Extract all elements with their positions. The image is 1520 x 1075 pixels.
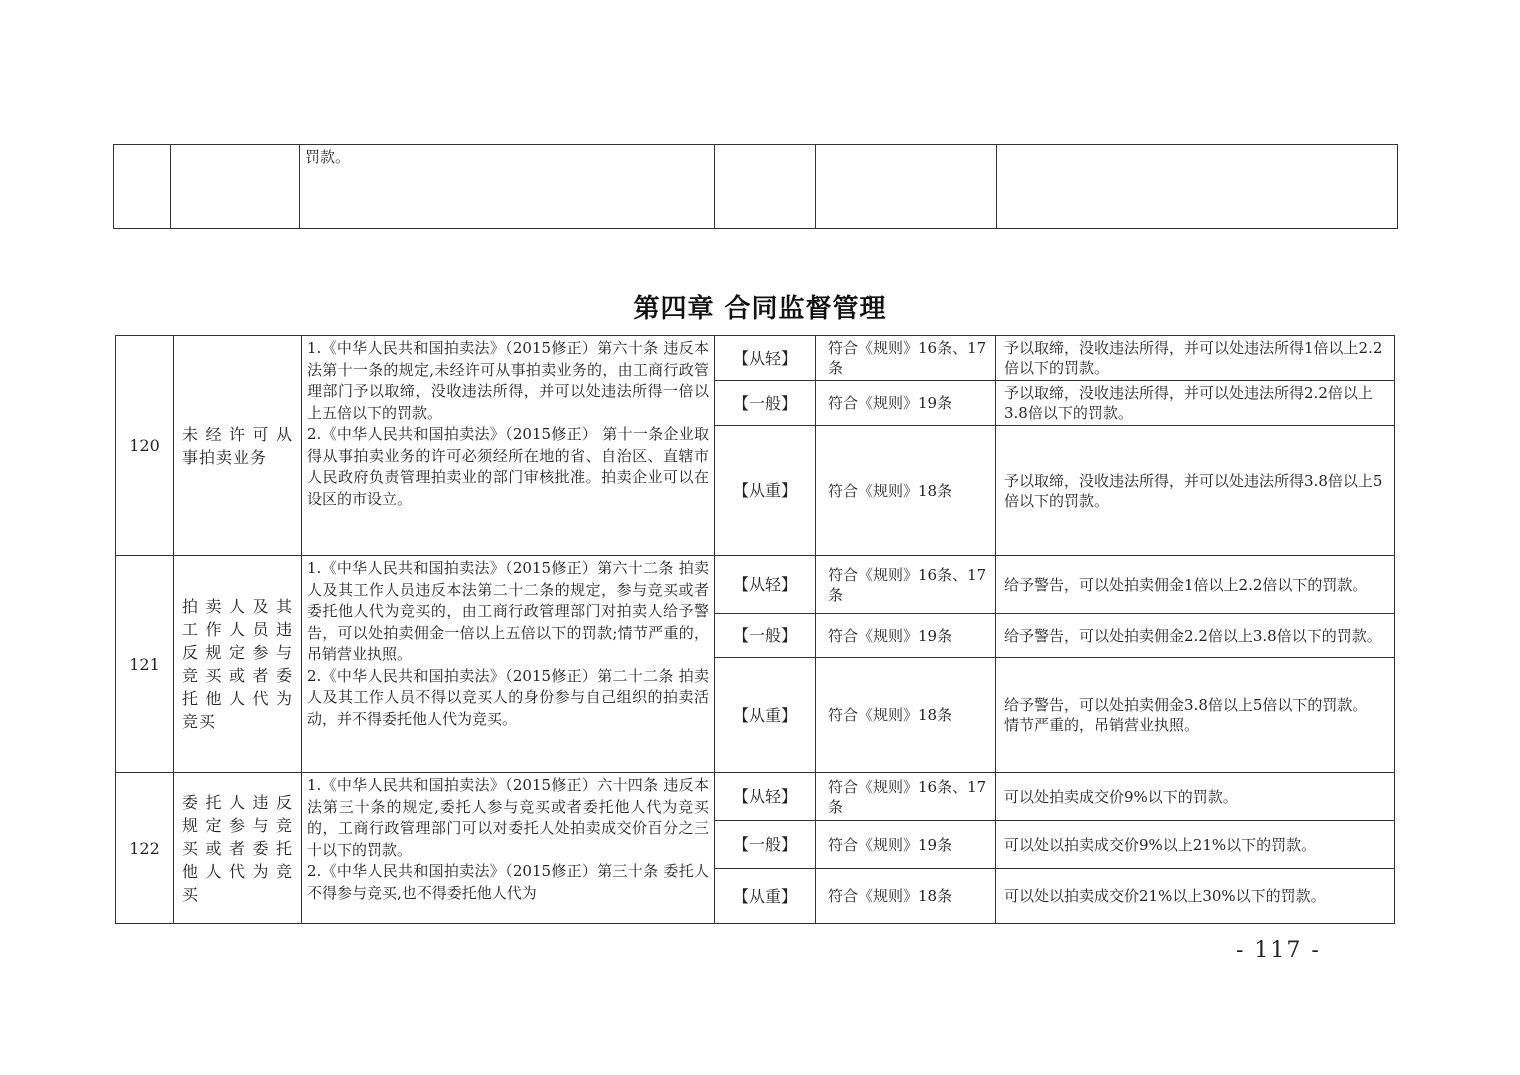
penalty-detail: [996, 336, 1395, 381]
penalty-text: 予以取缔，没收违法所得，并可以处违法所得3.8倍以上5倍以下的罚款。: [1004, 471, 1383, 510]
violation-item-line: 竞买: [182, 712, 217, 731]
legal-basis-paragraph: 1.《中华人民共和国拍卖法》（2015修正）第六十二条 拍卖人及其工作人员违反本法第二十二条的规定，参与竞买或者委托他人代为竞买的，由工商行政管理部门对拍卖人给予警告，可以处拍卖佣金一倍以上五倍以下的罚款;情节严重的，吊销营业执照。: [307, 559, 709, 663]
penalty-detail: [996, 658, 1395, 773]
applicable-standard: 符合《规则》18条: [816, 426, 996, 556]
violation-item-line: 买: [182, 884, 200, 904]
penalty-cell: [997, 145, 1398, 229]
legal-basis-paragraph: 2.《中华人民共和国拍卖法》（2015修正） 第十一条企业取得从事拍卖业务的许可必须经所在地的省、自治区、直辖市人民政府负责管理拍卖业的部门审核批准。拍卖企业可以在设区的市设立。: [307, 425, 709, 508]
penalty-text: 予以取缔，没收违法所得，并可以处违法所得2.2倍以上3.8倍以下的罚款。: [1004, 384, 1373, 422]
violation-item-line: 托他人代为: [182, 689, 293, 708]
legal-basis: [302, 773, 715, 924]
penalty-detail: [996, 614, 1395, 658]
penalty-detail: [996, 869, 1395, 924]
discretion-level: 【从重】: [715, 658, 816, 773]
violation-item-line: 委托人违反: [182, 792, 293, 812]
violation-item-line: 未经许可从: [182, 424, 293, 444]
penalty-detail: [996, 556, 1395, 614]
applicable-standard: 符合《规则》18条: [816, 658, 996, 773]
discretion-level: 【从轻】: [715, 556, 816, 614]
table-row: [116, 773, 1395, 821]
item-number: 121: [116, 556, 174, 773]
penalty-text: 可以处拍卖成交价9%以下的罚款。: [1004, 787, 1238, 806]
penalty-text: 可以处以拍卖成交价21%以上30%以下的罚款。: [1004, 887, 1326, 905]
level-cell: [715, 145, 816, 229]
table-row: [116, 556, 1395, 614]
applicable-standard: 符合《规则》19条: [816, 821, 996, 869]
legal-basis-paragraph: 2.《中华人民共和国拍卖法》（2015修正）第三十条 委托人不得参与竞买,也不得委托他人代为: [307, 862, 709, 902]
violation-item: [174, 773, 302, 924]
applicable-standard: 符合《规则》16条、17条: [816, 336, 996, 381]
discretion-level: 【从重】: [715, 426, 816, 556]
number-cell: [114, 145, 171, 229]
applicable-standard: 符合《规则》19条: [816, 614, 996, 658]
penalty-detail: [996, 381, 1395, 426]
penalty-detail: [996, 821, 1395, 869]
violation-item-line: 规定参与竞: [182, 815, 293, 835]
table-row: [114, 145, 1398, 229]
violation-item-line: 拍卖人及其: [182, 597, 293, 616]
basis-cell: 罚款。: [300, 145, 715, 229]
continued-table: [113, 144, 1398, 229]
penalty-text: 可以处以拍卖成交价9%以上21%以下的罚款。: [1004, 835, 1317, 854]
applicable-standard: 符合《规则》19条: [816, 381, 996, 426]
penalty-text: 予以取缔，没收违法所得，并可以处违法所得1倍以上2.2倍以下的罚款。: [1004, 339, 1383, 377]
item-cell: [171, 145, 300, 229]
applicable-standard: 符合《规则》16条、17条: [816, 556, 996, 614]
violation-item-line: 反规定参与: [182, 643, 293, 662]
legal-basis-paragraph: 2.《中华人民共和国拍卖法》（2015修正）第二十二条 拍卖人及其工作人员不得以竞买人的身份参与自己组织的拍卖活动，并不得委托他人代为竞买。: [307, 666, 709, 728]
discretion-level: 【一般】: [715, 821, 816, 869]
discretion-level: 【从重】: [715, 869, 816, 924]
penalty-text: 给予警告，可以处拍卖佣金2.2倍以上3.8倍以下的罚款。: [1004, 626, 1382, 645]
violation-item: [174, 336, 302, 556]
applicable-standard: 符合《规则》18条: [816, 869, 996, 924]
chapter-title: 第四章 合同监督管理: [633, 294, 887, 324]
penalty-detail: [996, 773, 1395, 821]
standard-cell: [816, 145, 997, 229]
penalty-detail: [996, 426, 1395, 556]
discretion-level: 【一般】: [715, 614, 816, 658]
penalty-text: 给予警告，可以处拍卖佣金1倍以上2.2倍以下的罚款。: [1004, 575, 1368, 594]
legal-basis-paragraph: 1.《中华人民共和国拍卖法》（2015修正）六十四条 违反本法第三十条的规定,委托人参与竞买或者委托他人代为竞买的，工商行政管理部门可以对委托人处拍卖成交价百分之三十以下的罚款。: [307, 776, 709, 859]
violation-item-line: 工作人员违: [182, 620, 293, 639]
legal-basis-paragraph: 1.《中华人民共和国拍卖法》（2015修正）第六十条 违反本法第十一条的规定,未经许可从事拍卖业务的，由工商行政管理部门予以取缔，没收违法所得，并可以处违法所得一倍以上五倍以下的罚款。: [307, 339, 709, 422]
legal-basis: [302, 556, 715, 773]
item-number: 122: [116, 773, 174, 924]
page-number: - 117 -: [1236, 938, 1321, 963]
violation-item-line: 他人代为竞: [182, 861, 293, 881]
penalty-table: [115, 335, 1395, 924]
violation-item: [174, 556, 302, 773]
legal-basis: [302, 336, 715, 556]
penalty-text: 情节严重的，吊销营业执照。: [1004, 716, 1200, 734]
item-number: 120: [116, 336, 174, 556]
violation-item-line: 买或者委托: [182, 838, 293, 858]
violation-item-line: 竞买或者委: [182, 666, 293, 685]
discretion-level: 【从轻】: [715, 336, 816, 381]
penalty-text: 给予警告，可以处拍卖佣金3.8倍以上5倍以下的罚款。: [1004, 696, 1368, 714]
violation-item-line: 事拍卖业务: [182, 447, 268, 467]
discretion-level: 【一般】: [715, 381, 816, 426]
penalty-table-body: [116, 336, 1395, 924]
discretion-level: 【从轻】: [715, 773, 816, 821]
applicable-standard: 符合《规则》16条、17条: [816, 773, 996, 821]
table-row: [116, 336, 1395, 381]
